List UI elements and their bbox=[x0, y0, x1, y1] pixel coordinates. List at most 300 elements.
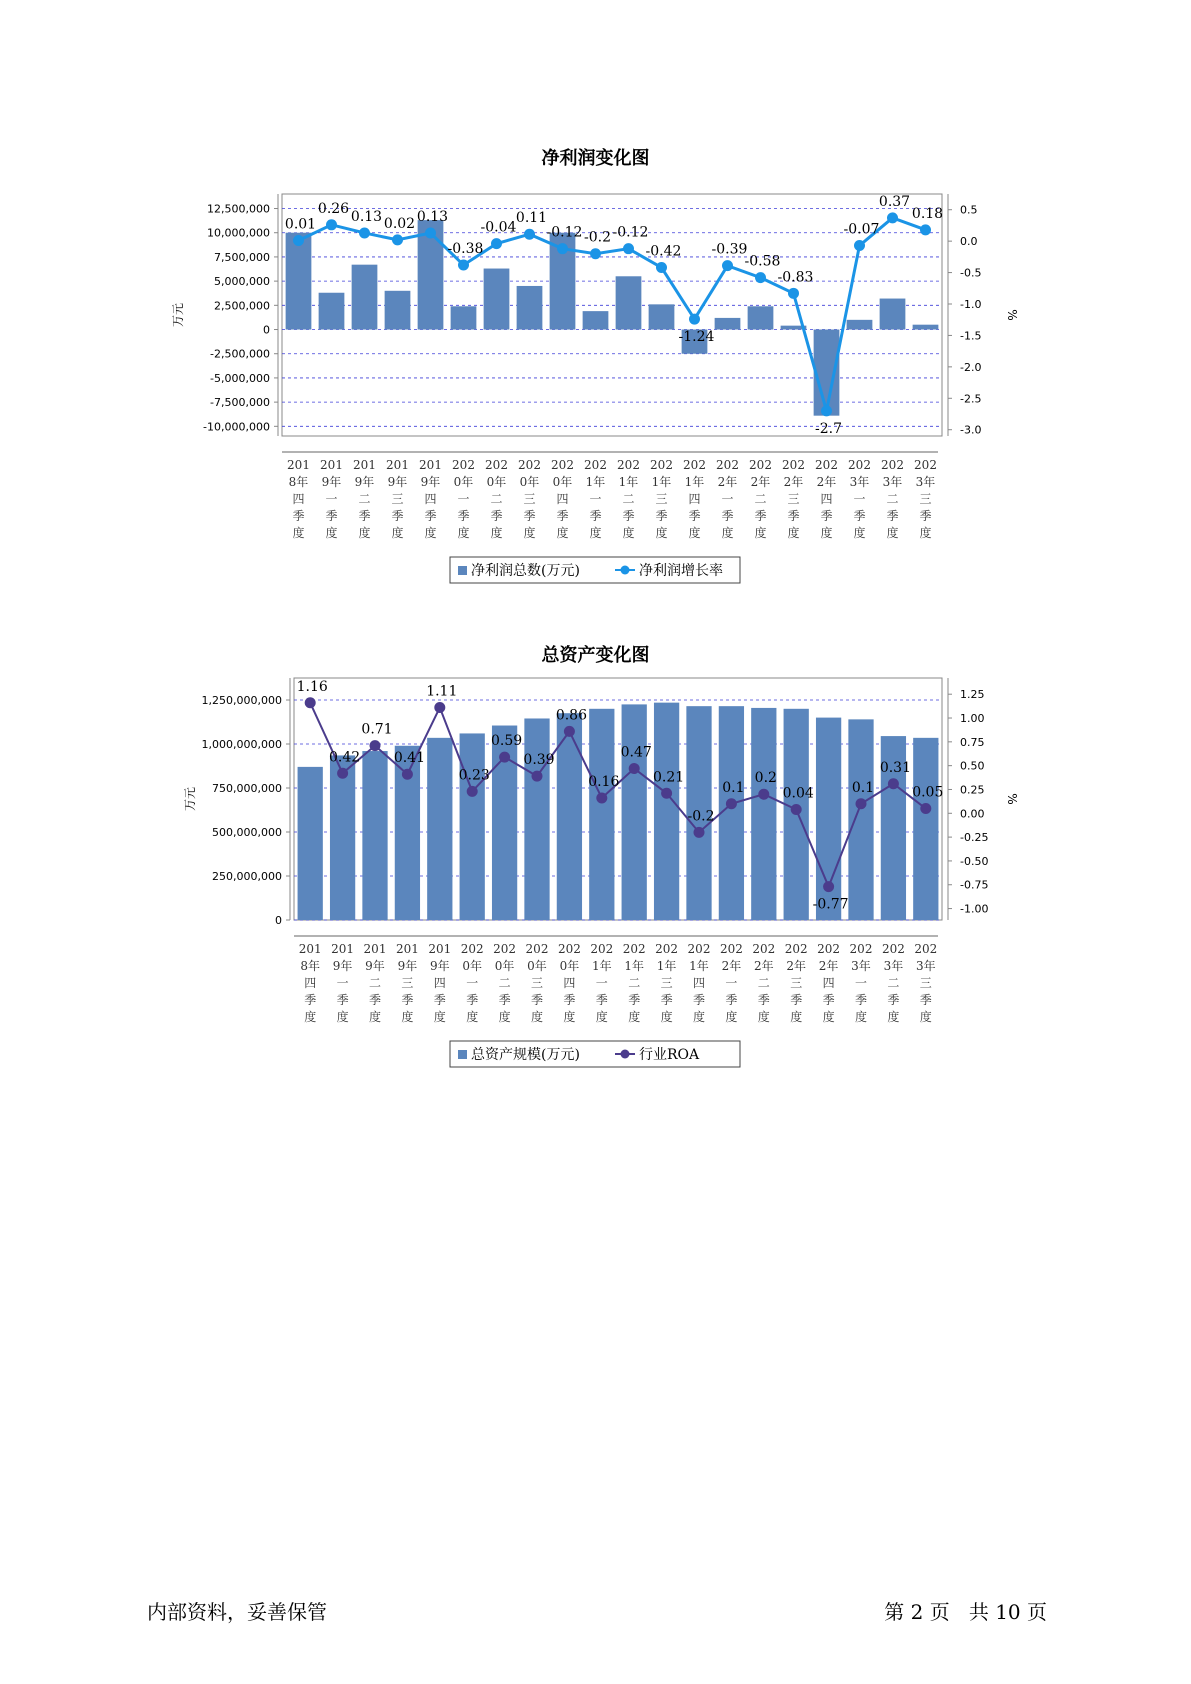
x-tick-label: 二 bbox=[886, 492, 899, 506]
x-tick-label: 季 bbox=[820, 509, 833, 523]
x-tick-label: 季 bbox=[304, 993, 317, 1007]
series-point bbox=[661, 788, 672, 799]
footer-page-info bbox=[884, 1596, 1047, 1625]
x-tick-label: 202 bbox=[914, 942, 938, 956]
x-tick-label: 201 bbox=[428, 942, 452, 956]
x-tick-label: 季 bbox=[822, 993, 835, 1007]
x-tick-label: 度 bbox=[595, 1010, 608, 1024]
x-tick-label: 0年 bbox=[559, 959, 580, 973]
bar bbox=[385, 291, 411, 330]
x-tick-label: 季 bbox=[754, 509, 767, 523]
x-tick-label: 季 bbox=[725, 993, 738, 1007]
x-tick-label: 1年 bbox=[585, 475, 606, 489]
data-label: 0.01 bbox=[284, 216, 317, 233]
x-tick-label: 季 bbox=[490, 509, 503, 523]
x-tick-label: 度 bbox=[754, 526, 767, 540]
bar bbox=[622, 704, 647, 920]
x-tick-label: 202 bbox=[557, 942, 581, 956]
x-tick-label: 201 bbox=[320, 458, 343, 472]
x-tick-label: 202 bbox=[655, 942, 679, 956]
x-tick-label: 202 bbox=[784, 942, 808, 956]
x-tick-label: 度 bbox=[336, 1010, 349, 1024]
x-tick-label: 8年 bbox=[288, 475, 309, 489]
x-tick-label: 201 bbox=[331, 942, 355, 956]
x-tick-label: 季 bbox=[292, 509, 305, 523]
x-tick-label: 201 bbox=[287, 458, 310, 472]
x-tick-label: 202 bbox=[584, 458, 607, 472]
page-number: 2 bbox=[910, 1600, 924, 1624]
data-label: 0.18 bbox=[911, 205, 944, 222]
x-tick-label: 季 bbox=[655, 509, 668, 523]
x-tick-label: 8年 bbox=[300, 959, 321, 973]
x-tick-label: 3年 bbox=[851, 959, 871, 973]
x-tick-label: 季 bbox=[325, 509, 338, 523]
x-tick-label: 202 bbox=[617, 458, 640, 472]
series-point bbox=[359, 227, 370, 238]
y-tick-label: 2,500,000 bbox=[214, 299, 270, 313]
x-tick-label: 2年 bbox=[816, 475, 837, 489]
data-label: 0.1 bbox=[851, 779, 875, 796]
x-tick-label: 季 bbox=[336, 993, 349, 1007]
x-tick-label: 2年 bbox=[783, 475, 804, 489]
data-label: 0.86 bbox=[555, 707, 587, 724]
x-tick-label: 季 bbox=[401, 993, 414, 1007]
x-tick-label: 度 bbox=[622, 526, 635, 540]
y-tick-label: 250,000,000 bbox=[212, 870, 282, 883]
x-tick-label: 一 bbox=[325, 492, 338, 506]
x-tick-label: 度 bbox=[688, 526, 701, 540]
series-point bbox=[402, 769, 413, 780]
data-label: -0.2 bbox=[584, 229, 611, 246]
series-point bbox=[755, 272, 766, 283]
x-tick-label: 四 bbox=[556, 492, 569, 506]
x-tick-label: 201 bbox=[298, 942, 322, 956]
x-tick-label: 季 bbox=[433, 993, 446, 1007]
x-tick-label: 一 bbox=[853, 492, 866, 506]
x-tick-label: 二 bbox=[622, 492, 635, 506]
x-tick-label: 1年 bbox=[684, 475, 705, 489]
y2-tick-label: -1.0 bbox=[960, 298, 982, 311]
x-tick-label: 202 bbox=[719, 942, 743, 956]
x-tick-label: 季 bbox=[660, 993, 673, 1007]
x-tick-label: 三 bbox=[391, 492, 404, 506]
y-tick-label: -10,000,000 bbox=[203, 420, 270, 434]
chart-title: 总资产变化图 bbox=[541, 645, 650, 666]
x-tick-label: 一 bbox=[589, 492, 602, 506]
x-tick-label: 季 bbox=[498, 993, 511, 1007]
data-label: 0.04 bbox=[782, 785, 814, 802]
series-point bbox=[467, 786, 478, 797]
x-tick-label: 季 bbox=[563, 993, 576, 1007]
bar bbox=[484, 269, 510, 330]
series-point bbox=[656, 262, 667, 273]
x-tick-label: 度 bbox=[523, 526, 536, 540]
y2-tick-label: 0.0 bbox=[960, 235, 978, 249]
x-tick-label: 度 bbox=[628, 1010, 641, 1024]
series-point bbox=[920, 803, 931, 814]
data-label: 0.13 bbox=[416, 208, 449, 225]
x-tick-label: 度 bbox=[368, 1010, 382, 1024]
y-tick-label: -2,500,000 bbox=[210, 347, 270, 361]
series-point bbox=[722, 260, 733, 271]
y2-tick-label: -0.25 bbox=[960, 831, 989, 845]
total-unit: 页 bbox=[1027, 1600, 1047, 1624]
bar bbox=[847, 320, 873, 330]
x-tick-label: 202 bbox=[848, 458, 871, 472]
x-tick-label: 9年 bbox=[321, 475, 342, 489]
bar bbox=[286, 233, 312, 330]
y2-tick-label: -1.00 bbox=[960, 902, 989, 916]
x-tick-label: 3年 bbox=[882, 475, 903, 489]
x-tick-label: 四 bbox=[304, 976, 317, 990]
y2-tick-label: 1.25 bbox=[960, 688, 985, 702]
y2-tick-label: -2.5 bbox=[960, 392, 982, 406]
x-tick-label: 季 bbox=[692, 993, 706, 1007]
x-tick-label: 季 bbox=[853, 509, 866, 523]
x-tick-label: 2年 bbox=[753, 959, 774, 973]
x-tick-label: 四 bbox=[822, 976, 835, 990]
data-label: -0.07 bbox=[843, 221, 880, 238]
x-tick-label: 202 bbox=[749, 458, 772, 472]
x-tick-label: 202 bbox=[525, 942, 549, 956]
data-label: 0.23 bbox=[458, 767, 490, 784]
x-tick-label: 2年 bbox=[750, 475, 771, 489]
x-tick-label: 二 bbox=[887, 976, 900, 990]
x-tick-label: 202 bbox=[815, 458, 838, 472]
x-tick-label: 9年 bbox=[429, 959, 450, 973]
x-tick-label: 四 bbox=[820, 492, 833, 506]
x-tick-label: 0年 bbox=[527, 959, 547, 973]
series-point bbox=[788, 288, 799, 299]
series-point bbox=[532, 771, 543, 782]
y-tick-label: -7,500,000 bbox=[210, 396, 270, 410]
y2-tick-label: -0.50 bbox=[960, 854, 989, 868]
x-tick-label: 度 bbox=[887, 1010, 900, 1024]
series-point bbox=[293, 235, 304, 246]
x-tick-label: 0年 bbox=[552, 475, 573, 489]
x-tick-label: 202 bbox=[881, 458, 904, 472]
x-tick-label: 四 bbox=[688, 492, 701, 506]
x-tick-label: 202 bbox=[650, 458, 673, 472]
footer-confidential-note: 内部资料，妥善保管 bbox=[147, 1600, 327, 1624]
x-tick-label: 度 bbox=[433, 1010, 446, 1024]
series-point bbox=[524, 229, 535, 240]
x-tick-label: 一 bbox=[595, 976, 608, 990]
data-label: 0.37 bbox=[878, 193, 911, 210]
data-label: -0.42 bbox=[645, 243, 682, 260]
x-tick-label: 度 bbox=[391, 526, 404, 540]
data-label: 0.31 bbox=[879, 759, 911, 776]
x-tick-label: 9年 bbox=[365, 959, 385, 973]
x-tick-label: 三 bbox=[919, 976, 932, 990]
x-tick-label: 1年 bbox=[651, 475, 672, 489]
data-label: 1.16 bbox=[296, 678, 328, 695]
x-tick-label: 三 bbox=[919, 492, 932, 506]
y-tick-label: 12,500,000 bbox=[207, 202, 270, 216]
bar bbox=[330, 755, 355, 920]
x-tick-label: 季 bbox=[466, 993, 479, 1007]
x-tick-label: 0年 bbox=[494, 959, 515, 973]
x-tick-label: 度 bbox=[919, 1010, 932, 1024]
x-tick-label: 度 bbox=[530, 1010, 544, 1024]
legend-line-label: 净利润增长率 bbox=[639, 563, 723, 579]
data-label: 0.71 bbox=[361, 721, 393, 738]
series-point bbox=[726, 798, 737, 809]
y2-tick-label: 0.25 bbox=[960, 783, 985, 797]
bar bbox=[319, 293, 345, 330]
series-point bbox=[491, 238, 502, 249]
x-tick-label: 9年 bbox=[332, 959, 353, 973]
data-label: -0.04 bbox=[480, 219, 517, 236]
x-tick-label: 季 bbox=[424, 509, 437, 523]
x-tick-label: 1年 bbox=[656, 959, 677, 973]
x-tick-label: 一 bbox=[457, 492, 470, 506]
x-tick-label: 季 bbox=[368, 993, 382, 1007]
x-tick-label: 202 bbox=[817, 942, 841, 956]
y-tick-label: 0 bbox=[275, 914, 282, 927]
x-tick-label: 202 bbox=[460, 942, 484, 956]
x-tick-label: 202 bbox=[452, 458, 475, 472]
series-point bbox=[689, 314, 700, 325]
x-tick-label: 三 bbox=[401, 976, 414, 990]
series-point bbox=[499, 752, 510, 763]
net-profit-chart bbox=[0, 170, 1191, 610]
data-label: 0.11 bbox=[515, 210, 548, 227]
plot-area bbox=[294, 678, 942, 920]
x-tick-label: 季 bbox=[919, 993, 932, 1007]
x-tick-label: 季 bbox=[622, 509, 635, 523]
bar bbox=[913, 738, 938, 920]
data-label: 0.05 bbox=[912, 784, 944, 801]
x-tick-label: 度 bbox=[822, 1010, 835, 1024]
y2-tick-label: 0.75 bbox=[960, 735, 985, 749]
series-point bbox=[557, 243, 568, 254]
bar bbox=[589, 709, 614, 920]
x-tick-label: 一 bbox=[725, 976, 738, 990]
x-tick-label: 201 bbox=[363, 942, 387, 956]
x-tick-label: 季 bbox=[887, 993, 900, 1007]
data-label: 0.47 bbox=[620, 744, 652, 761]
x-tick-label: 季 bbox=[358, 509, 371, 523]
series-point bbox=[856, 798, 867, 809]
x-tick-label: 202 bbox=[622, 942, 646, 956]
series-point bbox=[823, 881, 834, 892]
x-tick-label: 季 bbox=[919, 509, 932, 523]
x-tick-label: 度 bbox=[457, 526, 470, 540]
series-point bbox=[596, 793, 607, 804]
x-tick-label: 季 bbox=[589, 509, 602, 523]
data-label: -1.24 bbox=[678, 329, 715, 346]
bar bbox=[751, 708, 776, 920]
y2-tick-label: -1.5 bbox=[960, 329, 982, 343]
legend-bar-label: 总资产规模(万元) bbox=[471, 1047, 580, 1063]
x-tick-label: 季 bbox=[721, 509, 734, 523]
x-tick-label: 三 bbox=[787, 492, 800, 506]
data-label: -0.83 bbox=[777, 269, 814, 286]
y2-tick-label: 1.00 bbox=[960, 712, 985, 726]
bar bbox=[298, 767, 323, 920]
x-tick-label: 度 bbox=[660, 1010, 673, 1024]
x-tick-label: 二 bbox=[358, 492, 371, 506]
x-tick-label: 3年 bbox=[849, 475, 870, 489]
x-tick-label: 度 bbox=[589, 526, 602, 540]
bar bbox=[583, 311, 609, 329]
x-tick-label: 202 bbox=[485, 458, 508, 472]
bar bbox=[524, 718, 549, 920]
series-point bbox=[694, 827, 705, 838]
bar bbox=[748, 306, 774, 329]
x-tick-label: 度 bbox=[424, 526, 437, 540]
x-tick-label: 度 bbox=[556, 526, 569, 540]
series-point bbox=[425, 227, 436, 238]
x-tick-label: 度 bbox=[725, 1010, 738, 1024]
x-tick-label: 202 bbox=[914, 458, 937, 472]
legend-line-label: 行业ROA bbox=[639, 1047, 700, 1063]
data-label: 0.13 bbox=[350, 208, 383, 225]
x-tick-label: 一 bbox=[466, 976, 479, 990]
x-tick-label: 度 bbox=[721, 526, 734, 540]
x-tick-label: 二 bbox=[754, 492, 767, 506]
x-tick-label: 9年 bbox=[397, 959, 418, 973]
x-tick-label: 2年 bbox=[721, 959, 742, 973]
legend-bar-swatch bbox=[458, 566, 467, 575]
y-axis-label: 万元 bbox=[183, 786, 197, 812]
x-tick-label: 二 bbox=[498, 976, 511, 990]
x-tick-label: 季 bbox=[628, 993, 641, 1007]
data-label: 0.42 bbox=[329, 749, 361, 766]
x-tick-label: 一 bbox=[854, 976, 868, 990]
data-label: 0.02 bbox=[383, 215, 416, 232]
x-tick-label: 度 bbox=[787, 526, 800, 540]
chart-title: 净利润变化图 bbox=[541, 148, 650, 169]
x-tick-label: 202 bbox=[590, 942, 614, 956]
x-tick-label: 度 bbox=[498, 1010, 511, 1024]
y-tick-label: 0 bbox=[263, 323, 270, 337]
y2-tick-label: -3.0 bbox=[960, 423, 982, 437]
data-label: 0.26 bbox=[317, 200, 350, 217]
y2-tick-label: -0.5 bbox=[960, 266, 982, 280]
x-tick-label: 二 bbox=[757, 976, 770, 990]
data-label: 0.41 bbox=[393, 750, 425, 767]
legend-bar-swatch bbox=[458, 1050, 467, 1059]
series-point bbox=[791, 804, 802, 815]
x-tick-label: 202 bbox=[752, 942, 776, 956]
data-label: 0.1 bbox=[722, 779, 745, 796]
x-tick-label: 9年 bbox=[387, 475, 408, 489]
x-tick-label: 度 bbox=[490, 526, 503, 540]
x-tick-label: 季 bbox=[523, 509, 536, 523]
y-tick-label: 500,000,000 bbox=[212, 826, 282, 839]
x-tick-label: 度 bbox=[358, 526, 371, 540]
series-point bbox=[758, 789, 769, 800]
series-point bbox=[326, 219, 337, 230]
bar bbox=[451, 306, 477, 329]
x-tick-label: 三 bbox=[790, 976, 803, 990]
x-tick-label: 四 bbox=[292, 492, 305, 506]
series-point bbox=[821, 405, 832, 416]
bar bbox=[715, 318, 741, 330]
y-tick-label: 5,000,000 bbox=[214, 275, 270, 289]
data-label: 0.16 bbox=[588, 774, 620, 791]
x-tick-label: 度 bbox=[854, 1010, 868, 1024]
series-point bbox=[305, 697, 316, 708]
x-tick-label: 度 bbox=[325, 526, 338, 540]
x-tick-label: 202 bbox=[551, 458, 574, 472]
x-tick-label: 3年 bbox=[915, 959, 936, 973]
bar bbox=[460, 733, 485, 920]
x-tick-label: 1年 bbox=[591, 959, 612, 973]
x-tick-label: 0年 bbox=[519, 475, 540, 489]
x-tick-label: 季 bbox=[790, 993, 803, 1007]
data-label: 0.2 bbox=[754, 770, 777, 787]
x-tick-label: 度 bbox=[790, 1010, 803, 1024]
net-profit-chart-block bbox=[0, 140, 1191, 600]
series-point bbox=[623, 243, 634, 254]
x-tick-label: 度 bbox=[886, 526, 899, 540]
x-tick-label: 201 bbox=[395, 942, 419, 956]
x-tick-label: 度 bbox=[919, 526, 932, 540]
bar bbox=[362, 751, 387, 920]
x-tick-label: 四 bbox=[433, 976, 446, 990]
x-tick-label: 二 bbox=[368, 976, 382, 990]
y-tick-label: -5,000,000 bbox=[210, 371, 270, 385]
x-tick-label: 9年 bbox=[420, 475, 441, 489]
x-tick-label: 3年 bbox=[883, 959, 904, 973]
data-label: -2.7 bbox=[815, 420, 842, 437]
data-label: -0.12 bbox=[546, 224, 583, 241]
y-tick-label: 1,000,000,000 bbox=[201, 738, 282, 751]
x-tick-label: 1年 bbox=[624, 959, 645, 973]
x-tick-label: 201 bbox=[353, 458, 376, 472]
y-tick-label: 750,000,000 bbox=[212, 782, 282, 795]
x-tick-label: 度 bbox=[401, 1010, 414, 1024]
total-assets-chart bbox=[0, 667, 1191, 1107]
y-tick-label: 7,500,000 bbox=[214, 250, 270, 264]
y2-tick-label: 0.00 bbox=[960, 807, 985, 821]
total-prefix: 共 bbox=[968, 1600, 989, 1624]
x-tick-label: 季 bbox=[556, 509, 569, 523]
x-tick-label: 9年 bbox=[354, 475, 375, 489]
x-tick-label: 度 bbox=[292, 526, 305, 540]
x-tick-label: 季 bbox=[757, 993, 770, 1007]
x-tick-label: 0年 bbox=[462, 959, 483, 973]
y-tick-label: 1,250,000,000 bbox=[201, 694, 282, 707]
x-tick-label: 季 bbox=[854, 993, 868, 1007]
x-tick-label: 季 bbox=[457, 509, 470, 523]
y-axis-label: 万元 bbox=[171, 302, 185, 328]
series-point bbox=[458, 260, 469, 271]
legend-line-marker bbox=[621, 566, 630, 575]
data-label: 0.21 bbox=[653, 769, 685, 786]
x-tick-label: 202 bbox=[782, 458, 805, 472]
data-label: -0.39 bbox=[711, 241, 748, 258]
x-tick-label: 一 bbox=[336, 976, 349, 990]
series-point bbox=[434, 702, 445, 713]
series-point bbox=[564, 726, 575, 737]
y-tick-label: 10,000,000 bbox=[207, 226, 270, 240]
x-tick-label: 202 bbox=[716, 458, 739, 472]
y2-tick-label: -2.0 bbox=[960, 360, 982, 374]
total-assets-chart-block bbox=[0, 637, 1191, 1097]
series-point bbox=[887, 212, 898, 223]
y2-axis-label: % bbox=[1005, 309, 1019, 321]
total-number: 10 bbox=[995, 1600, 1021, 1624]
bar bbox=[719, 706, 744, 920]
series-point bbox=[854, 240, 865, 251]
legend-line-marker bbox=[621, 1050, 630, 1059]
data-label: 0.59 bbox=[491, 733, 523, 750]
x-tick-label: 度 bbox=[655, 526, 668, 540]
